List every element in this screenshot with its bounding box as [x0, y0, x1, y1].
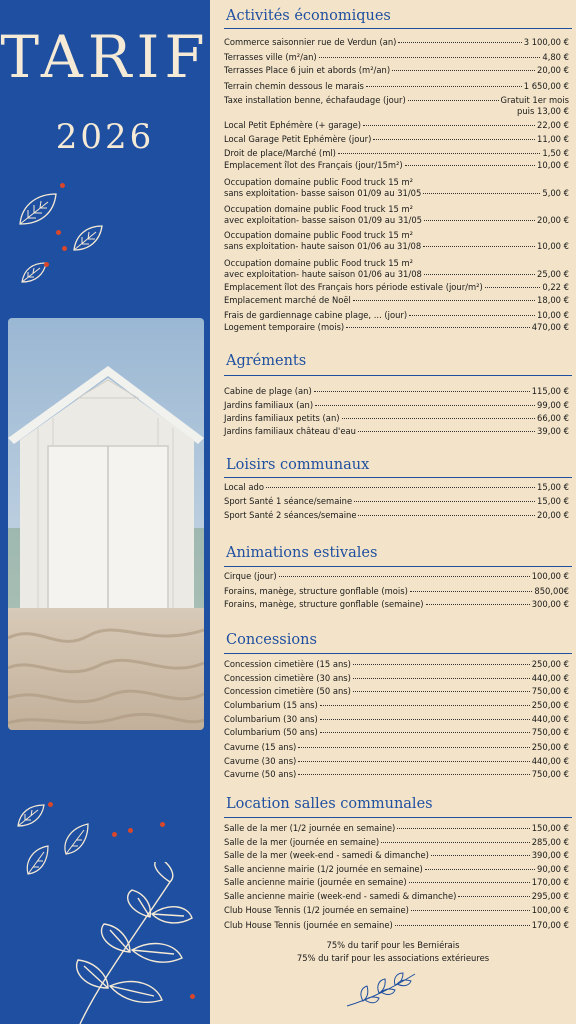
section-divider	[224, 653, 572, 654]
price-row: Droit de place/Marché (ml) 1,50 €	[224, 148, 569, 158]
price-row: Cabine de plage (an) 115,00 €	[224, 386, 569, 396]
price-row: Salle ancienne mairie (1/2 journée en semaine) 90,00 €	[224, 864, 569, 874]
price-row: Occupation domaine public Food truck 15 m² sans exploitation- haute saison 01/06 au 31/08 10,00 €	[224, 230, 569, 251]
footnote: 75% du tarif pour les Berniérais	[326, 940, 460, 950]
price-list	[210, 0, 576, 1024]
price-row: Concession cimetière (30 ans) 440,00 €	[224, 673, 569, 683]
price-row: Occupation domaine public Food truck 15 m² sans exploitation- basse saison 01/09 au 31/05 5,00 €	[224, 177, 569, 198]
price-row: Taxe installation benne, échafaudage (jour) Gratuit 1er mois puis 13,00 €	[224, 95, 569, 116]
section-title: Loisirs communaux	[226, 457, 370, 473]
section-divider	[224, 375, 572, 376]
price-row: Sport Santé 1 séance/semaine 15,00 €	[224, 496, 569, 506]
section-divider	[224, 477, 572, 478]
price-row: Local Garage Petit Ephémère (jour) 11,00 €	[224, 134, 569, 144]
price-row: Concession cimetière (50 ans) 750,00 €	[224, 686, 569, 696]
price-row: Cavurne (15 ans) 250,00 €	[224, 742, 569, 752]
price-row: Forains, manège, structure gonflable (semaine) 300,00 €	[224, 599, 569, 609]
price-row: Forains, manège, structure gonflable (mois) 850,00€	[224, 586, 569, 596]
price-row: Emplacement îlot des Français hors période estivale (jour/m²) 0,22 €	[224, 282, 569, 292]
page-title: TARIF	[0, 23, 210, 91]
price-row: Salle ancienne mairie (week-end - samedi & dimanche) 295,00 €	[224, 891, 569, 901]
price-row: Jardins familiaux château d'eau 39,00 €	[224, 426, 569, 436]
decorative-dot	[56, 230, 61, 235]
price-row: Columbarium (50 ans) 750,00 €	[224, 727, 569, 737]
price-row: Columbarium (30 ans) 440,00 €	[224, 714, 569, 724]
price-row: Terrasses Place 6 juin et abords (m²/an) 20,00 €	[224, 65, 569, 75]
price-row: Local ado 15,00 €	[224, 482, 569, 492]
footnote: 75% du tarif pour les associations extérieures	[296, 953, 490, 963]
price-row: Cavurne (30 ans) 440,00 €	[224, 756, 569, 766]
price-row: Terrasses ville (m²/an) 4,80 €	[224, 52, 569, 62]
price-row: Local Petit Ephémère (+ garage) 22,00 €	[224, 120, 569, 130]
price-row: Salle de la mer (week-end - samedi & dimanche) 390,00 €	[224, 850, 569, 860]
section-title: Agréments	[226, 353, 307, 369]
price-row: Commerce saisonnier rue de Verdun (an) 3 100,00 €	[224, 37, 569, 47]
decorative-dot	[112, 832, 117, 837]
section-title: Animations estivales	[226, 545, 378, 561]
leaf-icon	[22, 842, 54, 878]
sidebar	[0, 0, 210, 1024]
section-divider	[224, 566, 572, 567]
price-row: Emplacement marché de Noël 18,00 €	[224, 295, 569, 305]
section-title: Concessions	[226, 632, 317, 648]
price-row: Club House Tennis (1/2 journée en semaine) 100,00 €	[224, 905, 569, 915]
decorative-dot	[48, 802, 53, 807]
section-divider	[224, 28, 572, 29]
price-row: Columbarium (15 ans) 250,00 €	[224, 700, 569, 710]
section-divider	[224, 817, 572, 818]
section-title: Activités économiques	[226, 8, 391, 24]
price-row: Salle de la mer (journée en semaine) 285,00 €	[224, 837, 569, 847]
price-row: Terrain chemin dessous le marais 1 650,00 €	[224, 81, 569, 91]
decorative-dot	[60, 183, 65, 188]
leaf-icon	[16, 190, 60, 230]
price-row: Concession cimetière (15 ans) 250,00 €	[224, 659, 569, 669]
leaf-icon	[14, 800, 48, 830]
section-title: Location salles communales	[226, 796, 433, 812]
leaf-icon	[58, 820, 94, 860]
decorative-dot	[128, 828, 133, 833]
price-row: Salle ancienne mairie (journée en semaine) 170,00 €	[224, 877, 569, 887]
page-year: 2026	[55, 117, 155, 157]
leaf-icon	[68, 220, 108, 256]
price-row: Frais de gardiennage cabine plage, ... (jour) 10,00 €	[224, 310, 569, 320]
price-row: Sport Santé 2 séances/semaine 20,00 €	[224, 510, 569, 520]
price-row: Salle de la mer (1/2 journée en semaine) 150,00 €	[224, 823, 569, 833]
decorative-dot	[160, 822, 165, 827]
price-row: Occupation domaine public Food truck 15 m² avec exploitation- basse saison 01/09 au 31/05 20,00 €	[224, 204, 569, 225]
price-row: Club House Tennis (journée en semaine) 170,00 €	[224, 920, 569, 930]
leafy-branch-icon	[60, 862, 210, 1024]
beach-cabin-photo	[8, 318, 204, 730]
price-row: Emplacement îlot des Français (jour/15m²) 10,00 €	[224, 160, 569, 170]
price-row: Occupation domaine public Food truck 15 m² avec exploitation- haute saison 01/06 au 31/08 25,00 €	[224, 258, 569, 279]
price-row: Jardins familiaux (an) 99,00 €	[224, 400, 569, 410]
decorative-dot	[62, 246, 67, 251]
price-row: Cavurne (50 ans) 750,00 €	[224, 769, 569, 779]
olive-branch-icon	[343, 966, 423, 1014]
price-row: Jardins familiaux petits (an) 66,00 €	[224, 413, 569, 423]
price-row: Logement temporaire (mois) 470,00 €	[224, 322, 569, 332]
price-row: Cirque (jour) 100,00 €	[224, 571, 569, 581]
decorative-dot	[44, 262, 49, 267]
